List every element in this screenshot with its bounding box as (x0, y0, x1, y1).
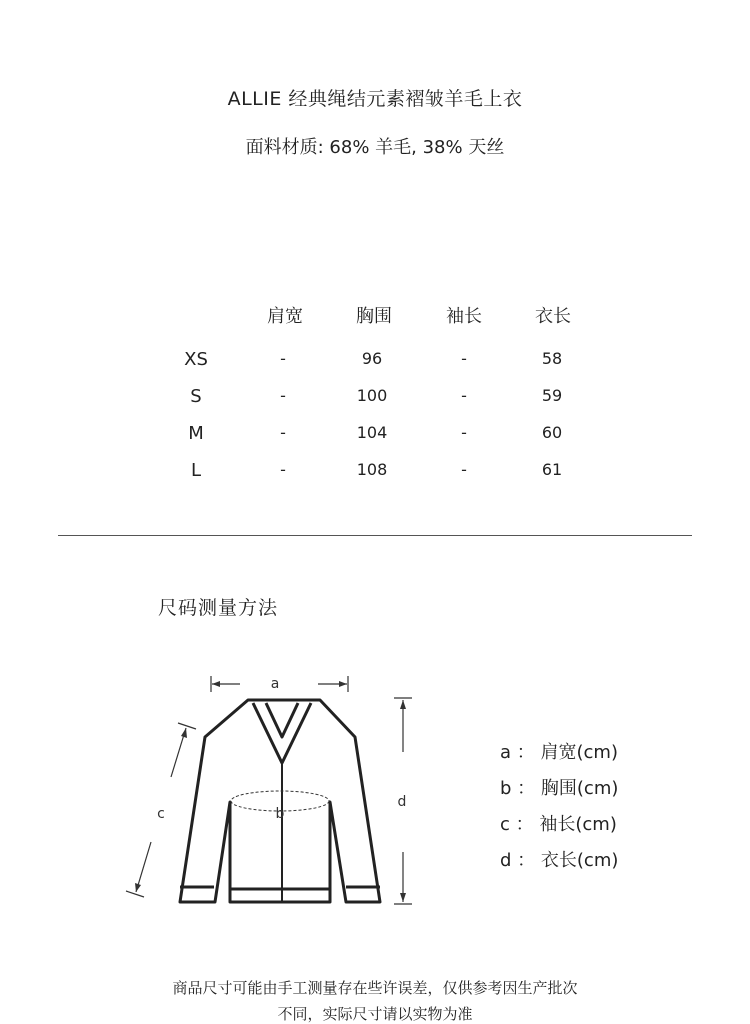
legend-separator: ： (515, 814, 534, 835)
table-cell: - (280, 460, 286, 479)
label-b: b (275, 806, 285, 822)
table-cell: 59 (541, 386, 563, 405)
product-title: ALLIE 经典绳结元素褶皱羊毛上衣 (227, 88, 523, 110)
size-label: XS (184, 349, 208, 370)
material-info: 面料材质: 68% 羊毛, 38% 天丝 (245, 137, 505, 158)
measure-section-title: 尺码测量方法 (158, 597, 279, 619)
legend-item-a (500, 738, 618, 764)
legend-key: c (500, 814, 510, 835)
legend-key: d (500, 850, 512, 871)
table-cell: 100 (356, 386, 388, 405)
size-label: M (188, 423, 204, 444)
legend-separator: ： (517, 778, 536, 799)
table-cell: 58 (541, 349, 563, 368)
measure-tick (178, 723, 196, 729)
size-label: S (190, 386, 202, 407)
table-cell: - (461, 423, 467, 442)
label-c: c (157, 806, 165, 822)
disclaimer-line-2: 不同，实际尺寸请以实物为准 (277, 1005, 473, 1023)
header-sleeve-length: 袖长 (446, 306, 482, 327)
size-label: L (190, 460, 202, 481)
table-cell: - (461, 386, 467, 405)
legend-separator: ： (516, 742, 535, 763)
label-a: a (270, 676, 280, 692)
table-cell: - (280, 423, 286, 442)
legend-separator: ： (517, 850, 536, 871)
label-d: d (397, 794, 407, 810)
table-cell: - (280, 349, 286, 368)
arrow-right-icon (339, 681, 347, 687)
table-cell: - (280, 386, 286, 405)
table-cell: 104 (356, 423, 388, 442)
legend-label: 衣长(cm) (540, 850, 619, 871)
legend-key: b (500, 778, 512, 799)
arrow-down-icon (135, 883, 141, 892)
header-bust: 胸围 (356, 306, 392, 327)
legend-item-c (500, 810, 617, 836)
cardigan-outline (180, 700, 380, 902)
table-cell: - (461, 349, 467, 368)
legend-label: 袖长(cm) (539, 814, 617, 835)
disclaimer-line-1: 商品尺寸可能由手工测量存在些许误差，仅供参考因生产批次 (172, 979, 578, 997)
legend-item-d (500, 846, 618, 872)
legend-key: a (500, 742, 512, 763)
table-cell: - (461, 460, 467, 479)
table-cell: 108 (356, 460, 388, 479)
table-cell: 61 (541, 460, 563, 479)
arrow-up-icon (181, 728, 187, 738)
arrow-down-icon (400, 893, 406, 902)
legend-label: 肩宽(cm) (540, 742, 618, 763)
header-length: 衣长 (535, 306, 571, 327)
arrow-up-icon (400, 700, 406, 709)
legend-label: 胸围(cm) (540, 778, 619, 799)
arrow-left-icon (212, 681, 220, 687)
table-cell: 96 (361, 349, 383, 368)
table-cell: 60 (541, 423, 563, 442)
measure-tick (126, 891, 144, 897)
header-shoulder-width: 肩宽 (267, 306, 303, 327)
legend-item-b (500, 774, 618, 800)
